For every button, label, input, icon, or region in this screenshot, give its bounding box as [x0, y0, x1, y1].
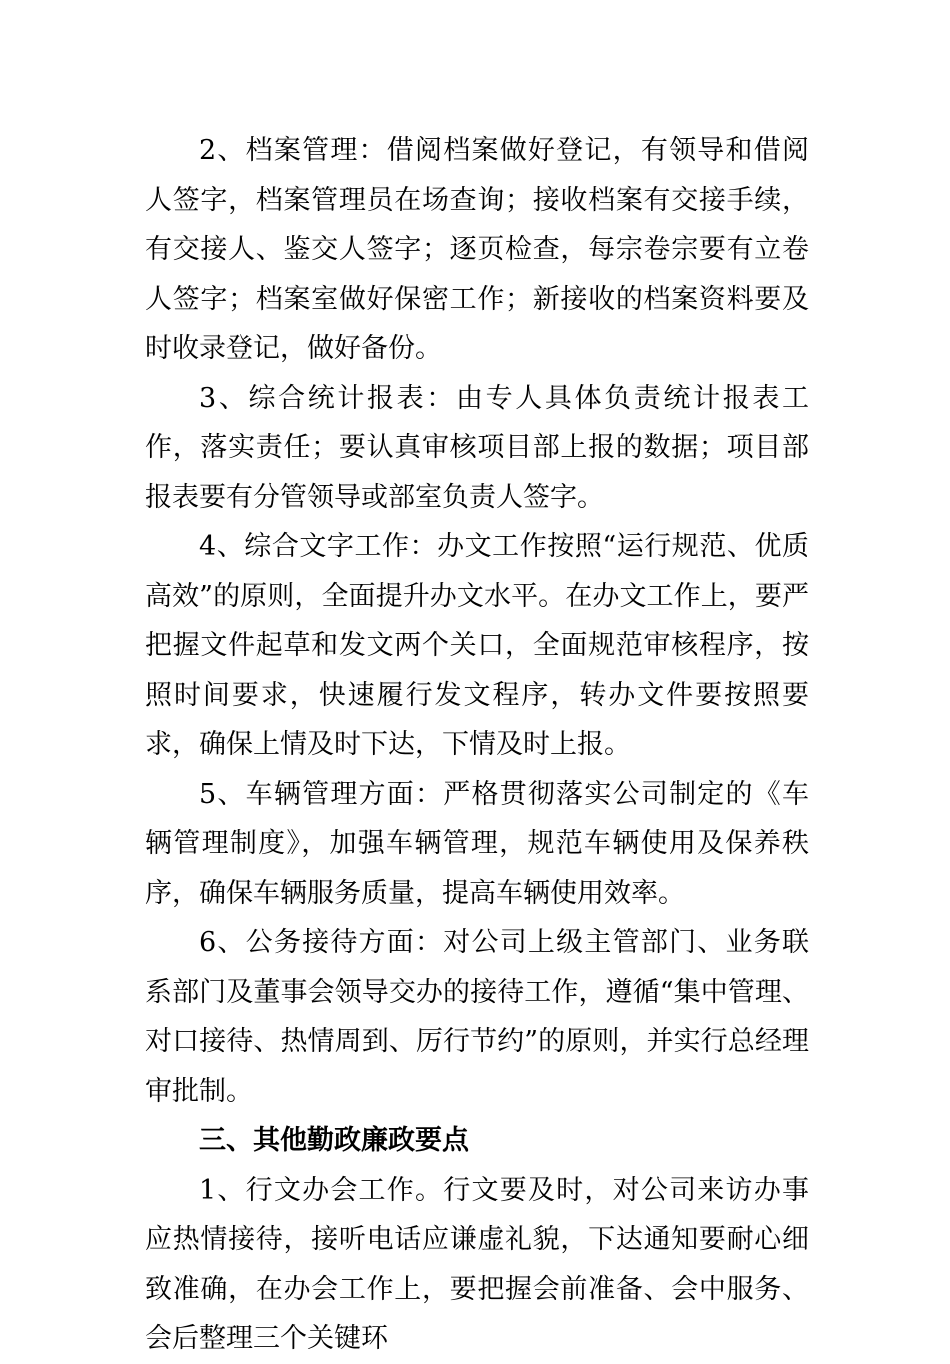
- paragraph-official-reception: 6、公务接待方面：对公司上级主管部门、业务联系部门及董事会领导交办的接待工作，遵循“集中管理、对口接待、热情周到、厉行节约”的原则，并实行总经理审批制。: [145, 927, 809, 1107]
- paragraph-vehicle-management: 5、车辆管理方面：严格贯彻落实公司制定的《车辆管理制度》，加强车辆管理，规范车辆使用及保养秩序，确保车辆服务质量，提高车辆使用效率。: [145, 778, 809, 909]
- paragraph-statistical-reports: 3、综合统计报表：由专人具体负责统计报表工作，落实责任；要认真审核项目部上报的数据；项目部报表要有分管领导或部室负责人签字。: [145, 382, 809, 513]
- section-heading: 三、其他勤政廉政要点: [199, 1125, 469, 1156]
- paragraph-meetings-documents: 1、行文办会工作。行文要及时，对公司来访办事应热情接待，接听电话应谦虚礼貌，下达通知要耐心细致准确，在办会工作上，要把握会前准备、会中服务、会后整理三个关键环: [145, 1174, 809, 1354]
- document-body: [145, 126, 809, 1364]
- paragraph-archive-management: 2、档案管理：借阅档案做好登记，有领导和借阅人签字，档案管理员在场查询；接收档案有交接手续，有交接人、鉴交人签字；逐页检查，每宗卷宗要有立卷人签字；档案室做好保密工作；新接收的档案资料要及时收录登记，做好备份。: [145, 135, 809, 364]
- paragraph-document-drafting: 4、综合文字工作：办文工作按照“运行规范、优质高效”的原则，全面提升办文水平。在办文工作上，要严把握文件起草和发文两个关口，全面规范审核程序，按照时间要求，快速履行发文程序，转办文件要按照要求，确保上情及时下达，下情及时上报。: [145, 531, 809, 760]
